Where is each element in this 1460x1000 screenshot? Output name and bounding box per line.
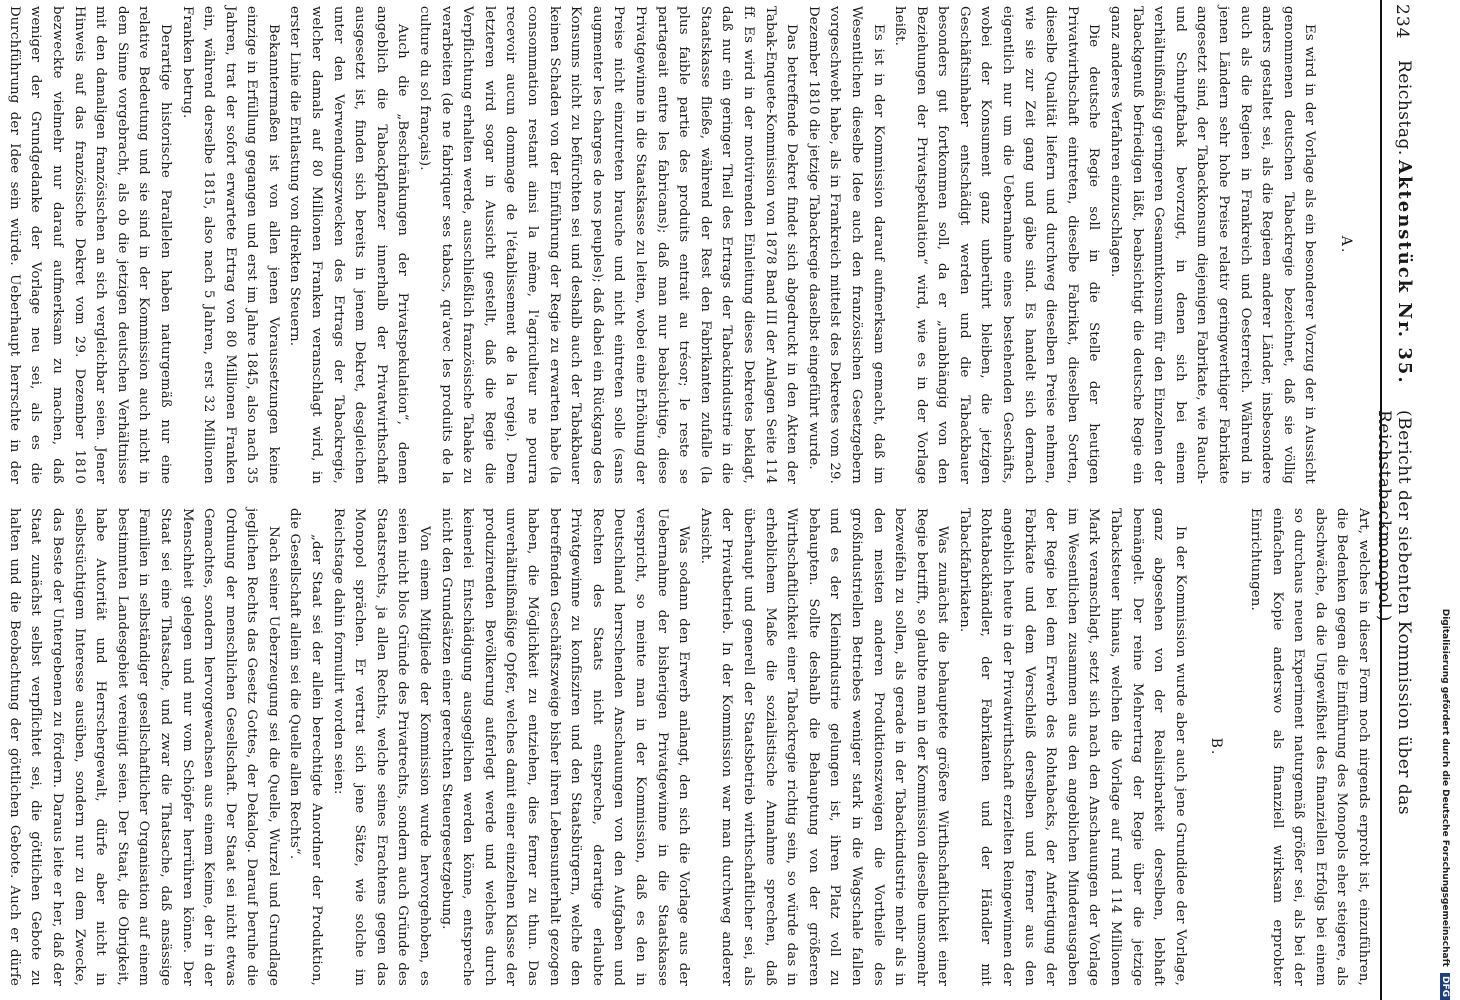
paragraph: Auch die „Beschränkungen der Privatspekulation“, denen angeblich die Tabackpflanzer innerhalb der Privatwirthschaft ausgesetzt ist, finden sich bereits in jenem Dekret, desgleichen unter den Verwendungszwecken des Ertrags der Tabackregie, welcher damals auf 80 Millionen Franken veranschlagt wird, in erster Linie die Entlastung von direkten Steuern. <box>287 6 411 484</box>
paragraph: Was sodann den Erwerb anlangt, den sich die Vorlage aus der Uebernahme der bisherigen Privatgewinne in die Staatskasse verspricht, so meinte man in der Kommission, daß es den in Deutschland herrschenden Anschauungen von den Aufgaben und Rechten des Staats nicht entspreche, derartige erlaubte Privatgewinne zu konfisziren und den Staatsbürgern, welche den betreffenden Geschäftszweige bisher ihren Lebensunterhalt gezogen haben, die Möglichkeit zu entziehen, dies ferner zu thun. Das unverhältnißmäßige Opfer, welches damit einer einzelnen Klasse der produzirenden Bevölkerung auferlegt werde und welches durch keinerlei Entschädigung ausgeglichen werden könne, entspreche nicht den Grundsätzen einer gerechten Steuergesetzgebung. <box>438 508 692 986</box>
paragraph: In der Kommission wurde aber auch jene Grundidee der Vorlage, ganz abgesehen von der Realisirbarkeit derselben, lebhaft bemängelt. Der reine Mehrertrag der Regie über die jetzige Tabacksteuer hinaus, welchen die Vorlage auf rund 114 Millionen Mark veranschlagt, setzt sich nach den Anschauungen der Vorlage im Wesentlichen zusammen aus den angeblichen Minderausgaben der Regie bei dem Erwerb des Rohtabacks, der Anfertigung der Fabrikate und dem Verschleiß derselben und ferner aus den angeblich heute in der Privatwirthschaft erzielten Reingewinnen der Rohtabackhändler, der Fabrikanten und der Händler mit Tabackfabrikaten. <box>956 508 1188 986</box>
quotation: „der Staat sei der allein berechtigte Anordner der Produktion, die Gesellschaft allein sei die Quelle allen Rechts“. <box>287 508 325 986</box>
paragraph: Von einem Mitgliede der Kommission wurde hervorgehoben, es seien nicht blos Gründe des Privatrechts, sondern auch Gründe des Staatsrechts, ja allen Rechts, welche seines Erachtens gegen das Monopol sprächen. Er vertrat sich jene Sätze, wie solche im Reichstage dahin formulirt worden seien: <box>330 508 433 986</box>
digitization-text: Digitalisierung gefördert durch die Deutsche Forschungsgemeinschaft <box>1440 608 1450 967</box>
paragraph: Die deutsche Regie soll in die Stelle der heutigen Privatwirthschaft eintreten, dieselbe Fabrikat, dieselben Sorten, dieselbe Qualität liefern und durchweg dieselben Preise nehmen, wie sie zur Zeit gang und gäbe sind. Es handelt sich dernach eigentlich nur um die Uebernahme eines bestehenden Geschäfts, wobei der Konsument ganz unberührt bleiben, die jetzigen Geschäftsinhaber entschädigt werden und die Tabackbauer besonders gut fortkommen soll, da er „unabhängig von den Beziehungen der Privatspekulation“ wird, wie es in der Vorlage heißt. <box>892 6 1102 484</box>
paragraph: Das betreffende Dekret findet sich abgedruckt in den Akten der Tabak-Enquete-Kommission von 1878 Band III der Anlagen Seite 114 ff. Es wird in der motivirenden Einleitung dieses Dekretes beklagt, daß nur ein geringer Theil des Ertrags der Tabackindustrie in die Staatskasse fließe, während der Rest den Fabrikanten zufalle (la plus faible partie des produits entrait au trésor; le reste se partageait entre les fabricans); daß man nur beabsichtige, diese Privatgewinne in die Staatskasse zu leiten, wobei eine Erhöhung der Preise nicht einzutreten brauche und nicht eintreten solle (sans augmenter les charges de nos peuples); daß dabei ein Rückgang des Konsums nicht zu befürchten sei und deshalb auch der Tabakbauer keinen Schaden von der Einführung der Regie zu erwarten habe (la consommation restant ainsi la même, l'agriculteur ne pourra recevoir aucun dommage de l'établissement de la regie). Dem letzteren wird sogar in Aussicht gestellt, daß die Regie die Verpflichtung erhalten werde, ausschließlich französische Tabake zu verarbeiten (de ne fabriquer ses tabacs, qu'avec les produits de la culture du sol français). <box>417 6 800 484</box>
paragraph: Was zunächst die behauptete größere Wirthschaftlichkeit einer Regie betrifft, so glaubte man in der Kommission dieselbe umsomehr bezweifeln zu sollen, als gerade in der Tabackindustrie mehr als in den meisten anderen Produktionszweigen die Vortheile des großindustriellen Betriebes weniger stark in die Wagschale fallen und es der Kleinindustrie gelungen ist, ihren Platz voll zu behaupten. Sollte deshalb die Behauptung von der größeren Wirthschaftlichkeit einer Tabackregie richtig sein, so würde das in erheblichem Maße die sozialistische Annahme sprechen, daß überhaupt und generell der Staatsbetrieb wirthschaftlicher sei, als der Privatbetrieb. In der Kommission war man durchweg anderer Ansicht. <box>697 508 951 986</box>
header-reichstag: Reichstag. <box>1394 60 1414 156</box>
document-page <box>6 0 1418 1000</box>
paragraph: Derartige historische Parallelen haben naturgemäß nur eine relative Bedeutung und sie sind in der Kommission auch nicht in dem Sinne vorgebracht, als ob die jetzigen deutschen Verhältnisse mit den damaligen französischen an sich vergleichbar seien. Jener Hinweis auf das französische Dekret vom 29. Dezember 1810 bezweckte vielmehr nur darauf aufmerksam zu machen, daß weniger der Grundgedanke der Vorlage neu sei, als es die Durchführung der Idee sein würde. Ueberhaupt herrschte in der <box>6 6 173 484</box>
header-report-title: (Bericht der siebenten Kommission über das Reichstabackmonopol.) <box>1374 410 1414 816</box>
digitization-footer <box>1430 0 1460 1000</box>
paragraph: Nach seiner Ueberzeugung sei die Quelle, Wurzel und Grundlage jeglichen Rechts das Gesetz Gottes, der Dekalog. Darauf beruhe die Ordnung der menschlichen Gesellschaft. Der Staat sei nicht etwas Gemachtes, sondern hervorgewachsen aus einem Keime, der in der Menschheit gelegen und nur vom Schöpfer herrühren könne. Der Staat sei eine Thatsache, und zwar die Thatsache, daß ansässige Familien in selbständiger gesellschaftlicher Organisation auf einem bestimmten Landesgebiet vereinigt seien. Der Staat, die Obrigkeit, habe Autorität und Herrschergewalt, dürfe aber nicht in selbstsüchtigem Interesse ausüben, sondern nur zu dem Zwecke, das Beste der Untergebenen zu fördern. Daraus leite er her, daß der Staat zunächst selbst verpflichtet sei, die göttlichen Gebote zu halten und die Beobachtung der göttlichen Gebote. Auch er dürfe <box>6 508 281 986</box>
paragraph: Es ist in der Kommission darauf aufmerksam gemacht, daß im Wesentlichen dieselbe Idee auch den französischen Gesetzgebern vorgeschwebt habe, als in Frankreich mittelst des Dekretes vom 29. Dezember 1810 die jetzige Tabackregie daselbst eingeführt wurde. <box>805 6 886 484</box>
digitization-note <box>1430 0 1450 1000</box>
paragraph: Bekanntermaßen ist von allen jenen Voraussetzungen keine einzige in Erfüllung gegangen und erst im Jahre 1845, also nach 35 Jahren, trat der sofort erwartete Ertrag von 80 Millionen Franken ein, während derselbe 1815, also nach 5 Jahren, erst 32 Millionen Franken betrug. <box>179 6 281 484</box>
header-aktenstueck: Aktenstück Nr. 35. <box>1394 160 1415 385</box>
right-column <box>6 508 1374 986</box>
section-heading-a: A. <box>1338 235 1354 255</box>
page-number: 234 <box>1392 4 1412 40</box>
section-heading-b: B. <box>1208 737 1225 757</box>
dfg-logo: DFG <box>1440 973 1450 1000</box>
left-column <box>6 6 1374 484</box>
page-header <box>1374 0 1418 1000</box>
paragraph: Es wird in der Vorlage als ein besonderer Vorzug der in Aussicht genommenen deutschen Tabackregie bezeichnet, daß sie völlig anders gestaltet sei, als die Regieen anderer Länder, insbesondere auch als die Regieen in Frankreich und Oesterreich. Während in jenen Ländern sehr hohe Preise relativ geringwerthiger Fabrikate angesetzt sind, der Tabackkonsum diejenigen Fabrikate, wie Rauch- und Schnupftabak bevorzugt, in denen sich bei einem verhältnißmäßig geringeren Gesammtkonsum für den Einzelnen der Tabackgenuß befriedigen läßt, beabsichtigt die deutsche Regie ein ganz anderes Verfahren einzuschlagen. <box>1108 6 1318 484</box>
paragraph: Art, welches in dieser Form noch nirgends erprobt ist, einzuführen, die Bedenken gegen die Einführung des Monopols eher steigere, als abschwäche, da die Ungewißheit des finanziellen Erfolgs bei einem so durchaus neuen Experiment naturgemäß größer sei, als bei der einfachen Kopie anderswo als finanziell wirksam erprobter Einrichtungen. <box>1248 508 1371 986</box>
